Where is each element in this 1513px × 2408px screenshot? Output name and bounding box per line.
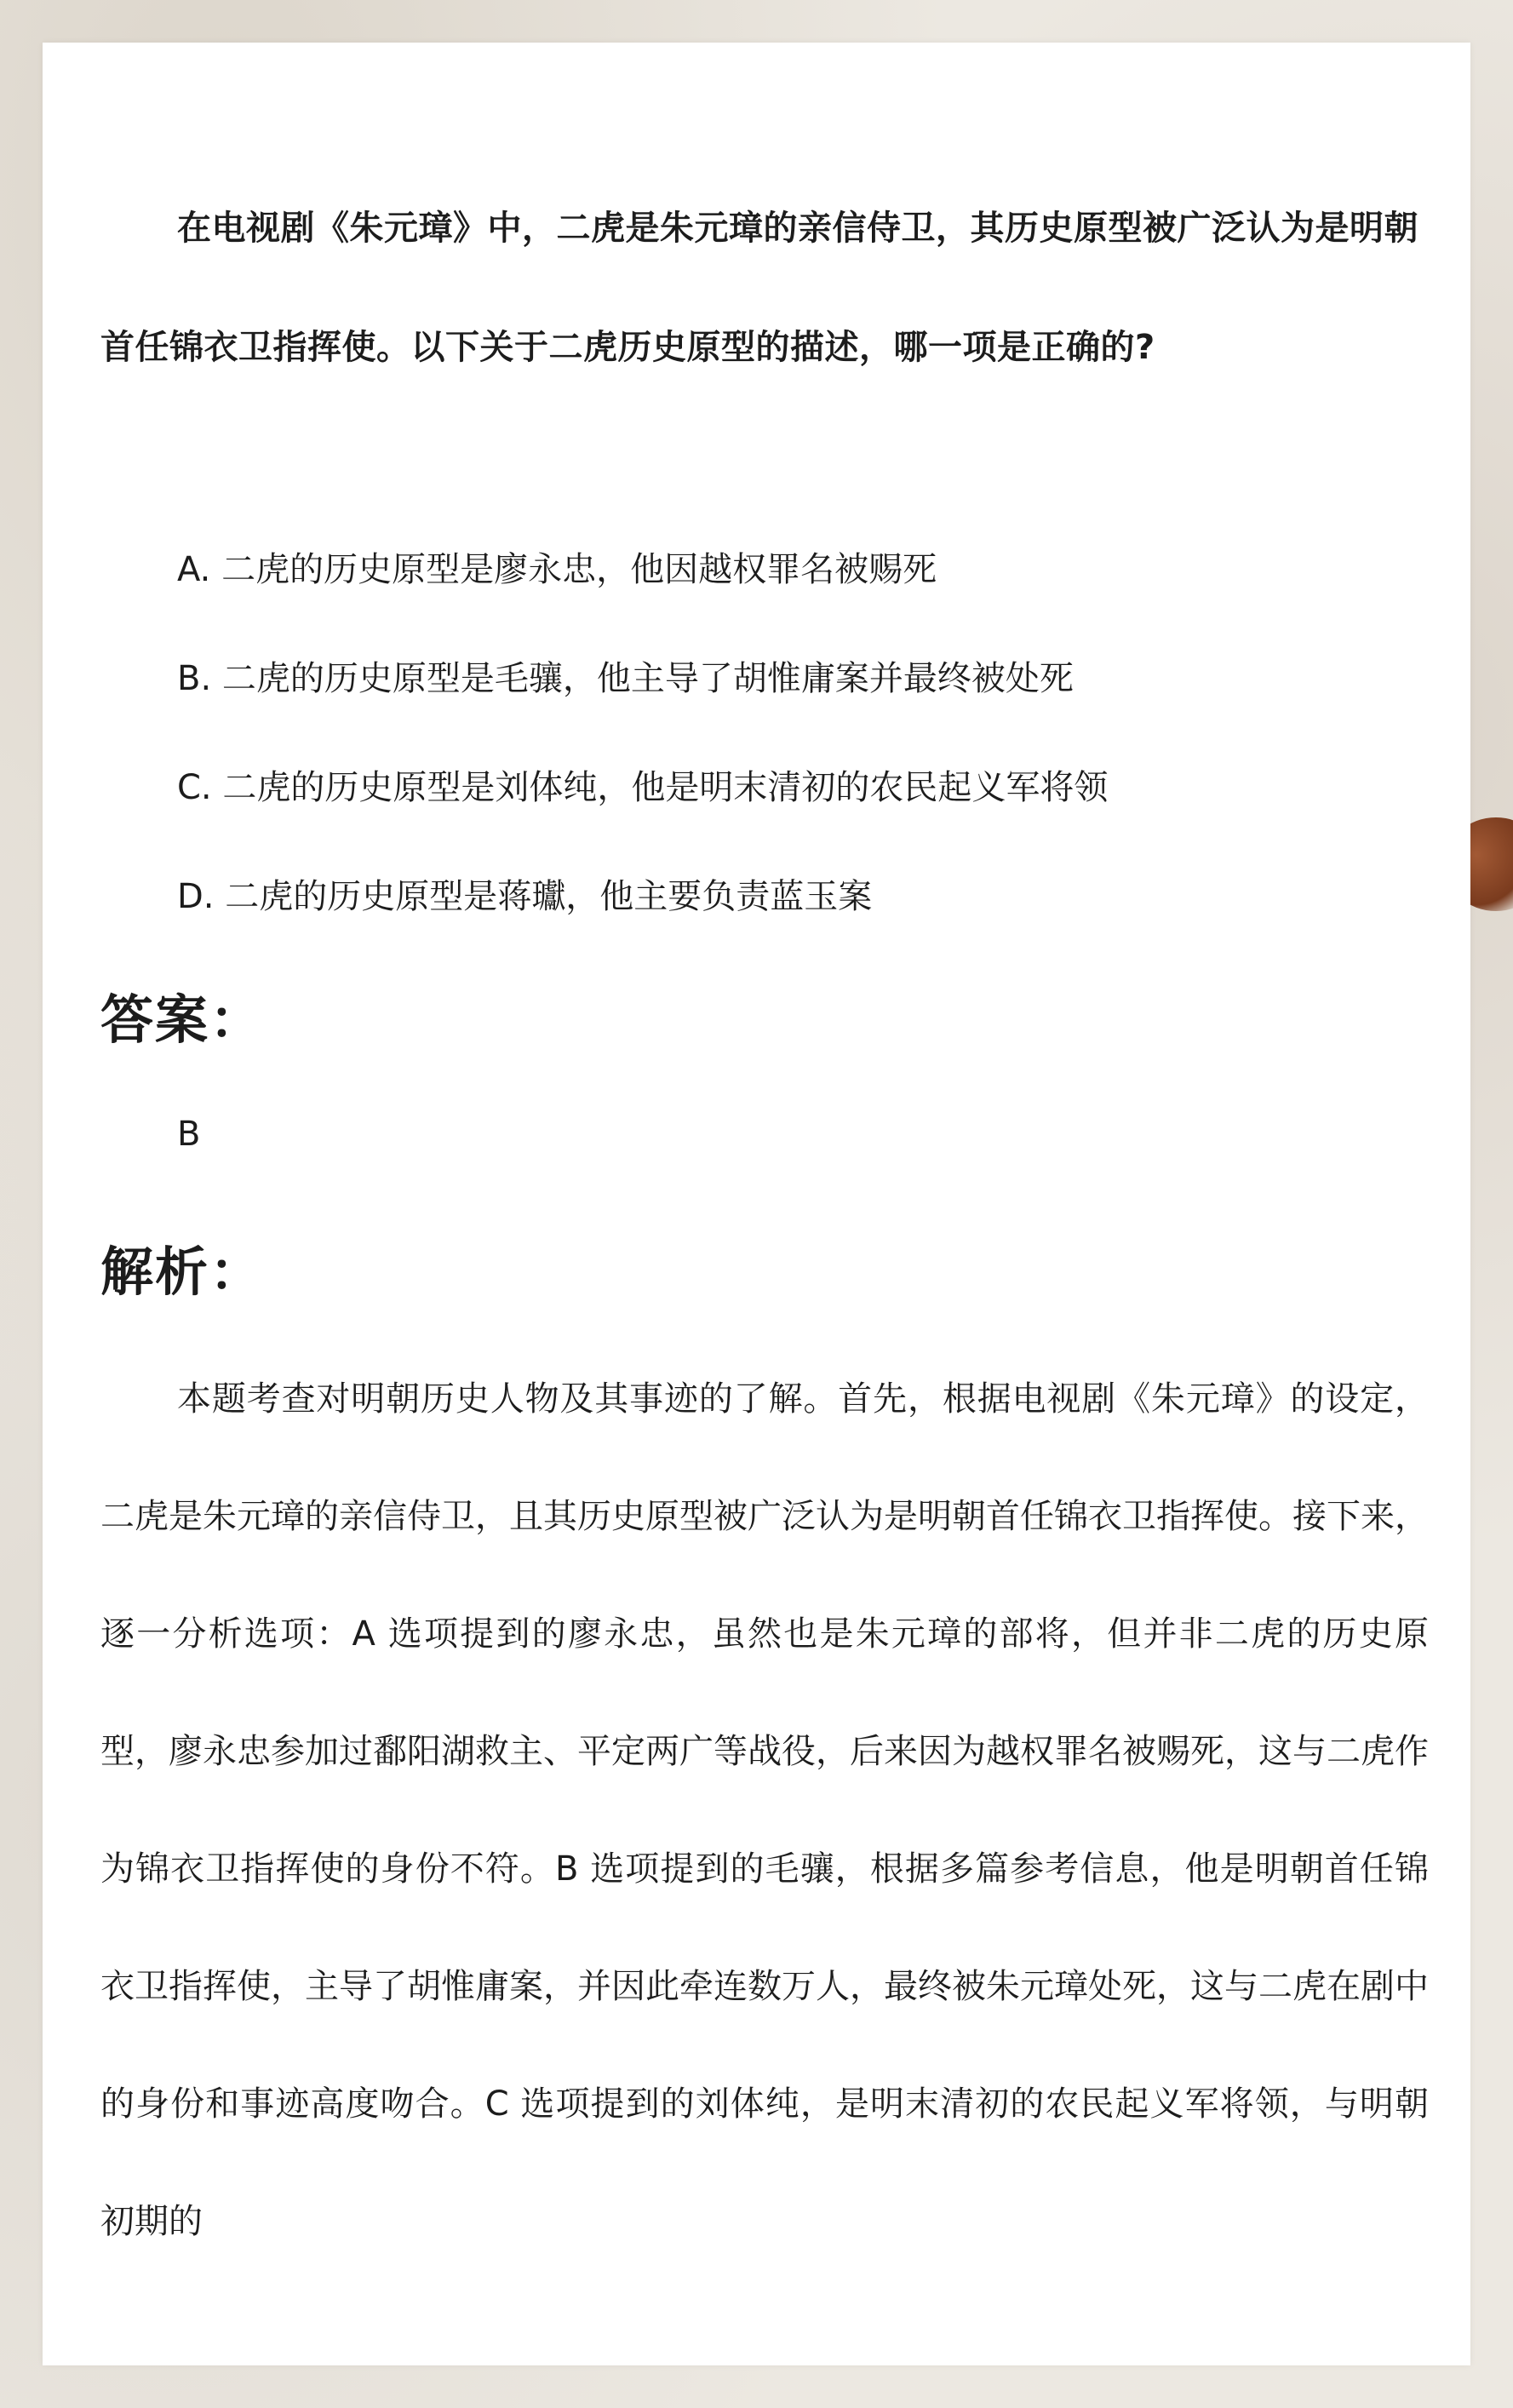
answer-heading: 答案： <box>100 989 265 1051</box>
options-list <box>100 515 1429 951</box>
analysis-heading: 解析： <box>100 1241 265 1303</box>
analysis-text: 本题考查对明朝历史人物及其事迹的了解。首先，根据电视剧《朱元璋》的设定，二虎是朱元璋的亲信侍卫，且其历史原型被广泛认为是明朝首任锦衣卫指挥使。接下来，逐一分析选项：A 选项提到的廖永忠，虽然也是朱元璋的部将，但并非二虎的历史原型，廖永忠参加过鄱阳湖救主、平定两广等战役，后来因为越权罪名被赐死，这与二虎作为锦衣卫指挥使的身份不符。B 选项提到的毛骧，根据多篇参考信息，他是明朝首任锦衣卫指挥使，主导了胡惟庸案，并因此牵连数万人，最终被朱元璋处死，这与二虎在剧中的身份和事迹高度吻合。C 选项提到的刘体纯，是明末清初的农民起义军将领，与明朝初期的 <box>100 1379 1429 2241</box>
option-d: D. 二虎的历史原型是蒋瓛，他主要负责蓝玉案 <box>177 877 873 916</box>
answer-value: B <box>177 1115 201 1154</box>
option-a: A. 二虎的历史原型是廖永忠，他因越权罪名被赐死 <box>177 550 937 589</box>
option-b: B. 二虎的历史原型是毛骧，他主导了胡惟庸案并最终被处死 <box>177 659 1074 698</box>
paper-sheet <box>43 43 1470 2365</box>
question-text: 在电视剧《朱元璋》中，二虎是朱元璋的亲信侍卫，其历史原型被广泛认为是明朝首任锦衣卫指挥使。以下关于二虎历史原型的描述，哪一项是正确的? <box>100 209 1418 367</box>
option-c: C. 二虎的历史原型是刘体纯，他是明末清初的农民起义军将领 <box>177 768 1109 807</box>
